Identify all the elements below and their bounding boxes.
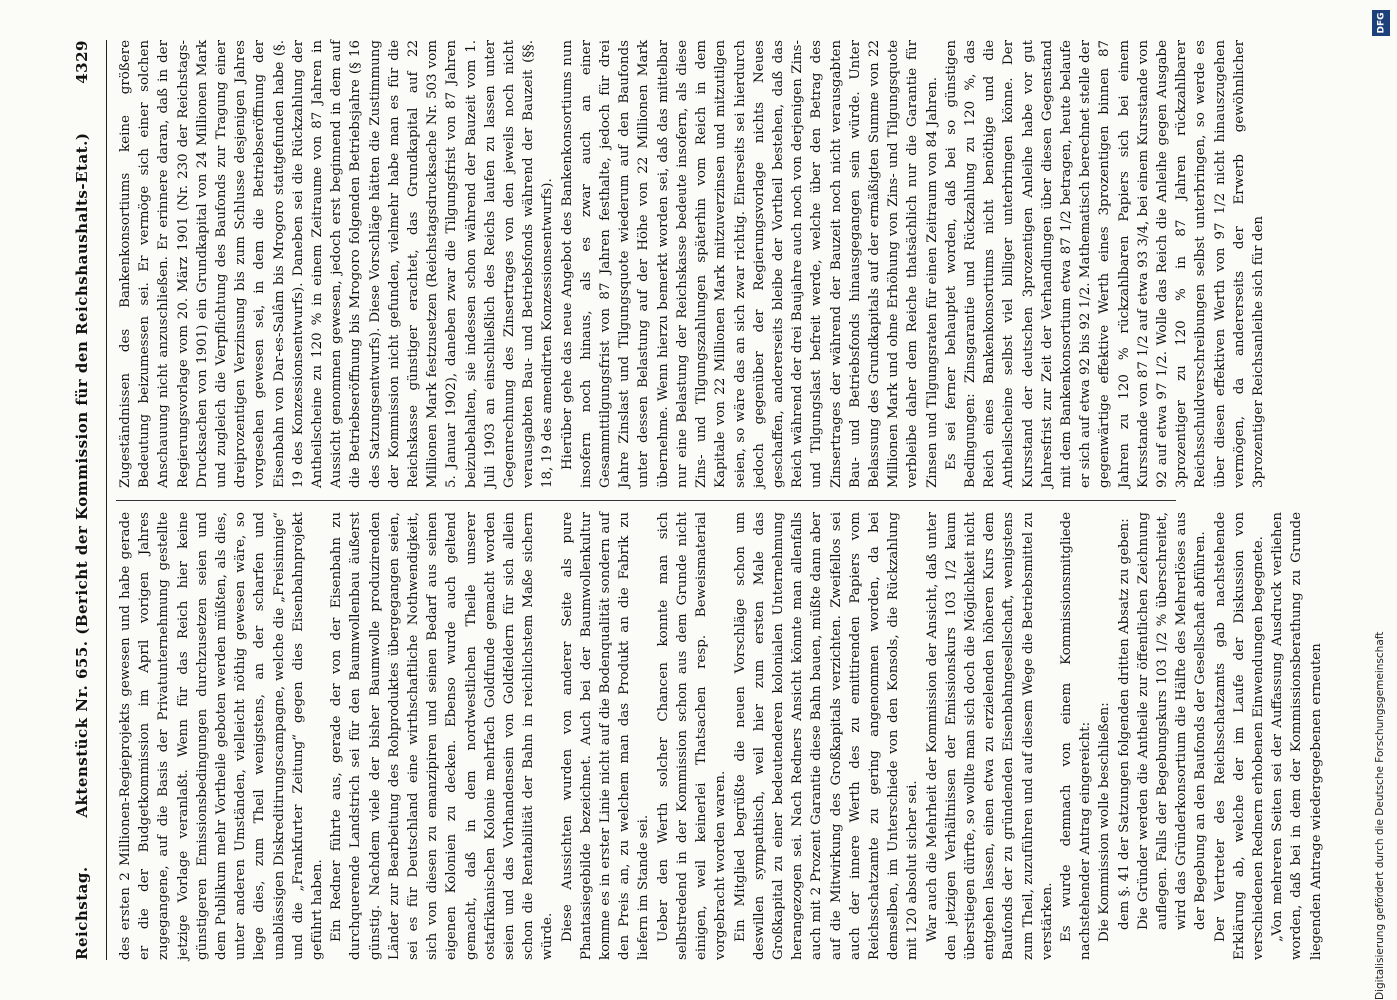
- header-left: Reichstag.: [73, 866, 91, 960]
- dfg-logo-icon: DFG: [1372, 10, 1390, 36]
- paragraph: Es sei ferner behauptet worden, daß bei so günstigen Bedingungen: Zinsgarantie und Rückzahlung zu 120 %, das Reich eines Bankenkonsortiums nicht benöthige und die Antheilscheine selbst viel billiger unterbringen könne. Der Kursstand der deutschen 3prozentigen Anleihe habe vor gut Jahresfrist zur Zeit der Verhandlungen über diesen Gegenstand mit dem Bankenkonsortium etwa 87 1/2 betragen, heute belaufe er sich auf etwa 92 bis 92 1/2. Mathematisch berechnet stelle der gegenwärtige effektive Werth eines 3prozentigen binnen 87 Jahren zu 120 % rückzahlbaren Papiers sich bei einem Kursstande von 87 1/2 auf etwa 93 3/4, bei einem Kursstande von 92 auf etwa 97 1/2. Wolle das Reich die Anleihe gegen Ausgabe 3prozentiger zu 120 % in 87 Jahren rückzahlbarer Reichsschuldverschreibungen selbst unterbringen, so werde es über diesen effektiven Werth von 97 1/2 nicht hinauszugehen vermögen, da andererseits der Erwerb gewöhnlicher 3prozentiger Reichsanleihe sich für den: [943, 40, 1266, 488]
- paragraph: Ein Redner führte aus, gerade der von der Eisenbahn zu durchquerende Landstrich sei für den Baumwollenbau äußerst günstig. Nachdem viele der bisher Baumwolle produzirenden Länder zur Bearbeitung des Rohproduktes übergegangen seien, sei es für Deutschland eine wirthschaftliche Nothwendigkeit, sich von diesen zu emanzipiren und seinen Bedarf aus seinen eigenen Kolonien zu decken. Ebenso wurde auch geltend gemacht, daß in dem nordwestlichen Theile unserer ostafrikanischen Kolonie mehrfach Goldfunde gemacht worden seien und das Vorhandensein von Goldfeldern für sich allein schon die Rentabilität der Bahn in reichlichstem Maße sichern würde.: [329, 512, 556, 960]
- running-header: [62, 40, 102, 960]
- paragraph: Die Gründer werden die Antheile zur öffentlichen Zeichnung auflegen. Falls der Begebungskurs 103 1/2 % überschreitet, wird das Gründerkonsortium die Hälfte des Mehrerlöses aus der Begebung an den Baufonds der Gesellschaft abführen.: [1135, 512, 1209, 930]
- paragraph: dem §. 41 der Satzungen folgenden dritten Absatz zu geben:: [1116, 518, 1132, 930]
- paragraph: Ueber den Werth solcher Chancen konnte man sich selbstredend in der Kommission schon aus dem Grunde nicht einigen, weil keinerlei Thatsachen resp. Beweismaterial vorgebracht worden waren.: [655, 512, 729, 960]
- paragraph: Der Vertreter des Reichsschatzamts gab nachstehende Erklärung ab, welche der im Laufe der Diskussion von verschiedenen Rednern erhobenen Einwendungen begegnete.: [1212, 512, 1266, 960]
- paragraph: des ersten 2 Millionen-Regieprojekts gewesen und habe gerade er die der Budgetkommission im April vorigen Jahres zugegangene, auf die Basis der Privatunternehmung gestellte jetzige Vorlage veranlaßt. Wenn für das Reich hier keine günstigeren Emissionsbedingungen durchzusetzen seien und dem Publikum mehr Vortheile geboten werden müßten, als dies, unter anderen Umständen, vielleicht nöthig gewesen wäre, so liege dies, zum Theil wenigstens, an der scharfen und unablässigen Diskreditirungscampagne, welche die „Freisinnige“ und die „Frankfurter Zeitung“ gegen dies Eisenbahnprojekt geführt haben.: [118, 512, 326, 960]
- rotated-page-content: [62, 40, 1322, 960]
- left-column: [116, 512, 1324, 960]
- page-number: 4329: [73, 40, 91, 84]
- paragraph: Die Kommission wolle beschließen:: [1097, 702, 1113, 942]
- paragraph: Ein Mitglied begrüßte die neuen Vorschläge schon um deswillen sympathisch, weil hier zum ersten Male das Großkapital zu einer bedeutenderen kolonialen Unternehmung herangezogen sei. Nach Redners Ansicht könnte man allenfalls auch mit 2 Prozent Garantie diese Bahn bauen, müßte dann aber auf die Mitwirkung des Großkapitals verzichten. Zweifellos sei auch der innere Werth des zu emittirenden Papiers vom Reichsschatzamte zu gering angenommen worden, da bei demselben, im Unterschiede von den Konsols, die Rückzahlung mit 120 absolut sicher sei.: [732, 512, 921, 960]
- header-rule: [106, 40, 107, 960]
- paragraph: War auch die Mehrheit der Kommission der Ansicht, daß unter den jetzigen Verhältnissen der Emissionskurs 103 1/2 kaum überstiegen dürfte, so wollte man sich doch die Möglichkeit nicht entgehen lassen, einen etwa zu erzielenden höheren Kurs dem Baufonds der zu gründenden Eisenbahngesellschaft, wenigstens zum Theil, zuzuführen und auf diesem Wege die Betriebsmittel zu verstärken.: [924, 512, 1055, 960]
- paragraph: Es wurde demnach von einem Kommissionsmitgliede nachstehender Antrag eingereicht:: [1058, 512, 1094, 960]
- header-title: Aktenstück Nr. 655. (Bericht der Kommission für den Reichshaushalts-Etat.): [73, 132, 91, 818]
- column-divider: [116, 500, 1176, 501]
- paragraph: Hierüber gehe das neue Angebot des Bankenkonsortiums nun insofern noch hinaus, als es zwar auch an einer Gesammttilgungsfrist von 87 Jahren festhalte, jedoch für drei Jahre Zinslast und Tilgungsquote wiederum auf den Baufonds unter dessen Belastung auf der Höhe von 22 Millionen Mark übernehme. Wenn hierzu bemerkt worden sei, daß das mittelbar nur eine Belastung der Reichskasse bedeute insofern, als diese Zins- und Tilgungszahlungen späterhin vom Reich in dem Kapitale von 22 Millionen Mark mitzuverzinsen und mitzutilgen seien, so wäre das an sich zwar richtig. Einerseits sei hierdurch jedoch gegenüber der Regierungsvorlage nichts Neues geschaffen, andererseits bleibe der Vortheil bestehen, daß das Reich während der drei Baujahre auch noch von derjenigen Zins- und Tilgungslast befreit werde, welche über den Betrag des Zinsertrages der während der Bauzeit noch nicht verausgabten Bau- und Betriebsfonds hinausgegangen sein würde. Unter Belassung des Grundkapitals auf der ermäßigten Summe von 22 Millionen Mark und ohne Erhöhung von Zins- und Tilgungsquote verbleibe daher dem Reiche thatsächlich nur die Garantie für Zinsen und Tilgungsraten für einen Zeitraum von 84 Jahren.: [559, 40, 940, 488]
- credit-text: Digitalisierung gefördert durch die Deutsche Forschungsgemeinschaft: [1374, 631, 1386, 1000]
- paragraph: „Von mehreren Seiten sei der Auffassung Ausdruck verliehen worden, daß bei in dem der Kommissionsberathung zu Grunde liegenden Antrage wiedergegebenen erneuten: [1270, 512, 1324, 960]
- right-column: [116, 40, 1296, 488]
- paragraph: Zugeständnissen des Bankenkonsortiums keine größere Bedeutung beizumessen sei. Er vermöge sich einer solchen Anschauung nicht anzuschließen. Er erinnere daran, daß in der Regierungsvorlage vom 20. März 1901 (Nr. 230 der Reichstags-Drucksachen von 1901) ein Grundkapital von 24 Millionen Mark und zugleich die Verpflichtung des Baufonds zur Tragung einer dreiprozentigen Verzinsung bis zum Schlusse desjenigen Jahres vorgesehen gewesen sei, in dem die Betriebseröffnung der Eisenbahn von Dar-es-Salâm bis Mrogoro stattgefunden habe (§. 19 des Konzessionsentwurfs). Daneben sei die Rückzahlung der Antheilscheine zu 120 % in einem Zeitraume von 87 Jahren in Aussicht genommen gewesen, jedoch erst beginnend in dem auf die Betriebseröffnung bis Mrogoro folgenden Betriebsjahre (§ 16 des Satzungsentwurfs). Diese Vorschläge hätten die Zustimmung der Kommission nicht gefunden, vielmehr habe man es für die Reichskasse günstiger erachtet, das Grundkapital auf 22 Millionen Mark festzusetzen (Reichstagsdrucksache Nr. 503 vom 5. Januar 1902), daneben zwar die Tilgungsfrist von 87 Jahren beizubehalten, sie indessen schon während der Bauzeit vom 1. Juli 1903 an einschließlich des Reichs laufen zu lassen unter Gegenrechnung des Zinsertrages von den jeweils noch nicht verausgabten Bau- und Betriebsfonds während der Bauzeit (§§. 18, 19 des amendirten Konzessionsentwurfs).: [118, 40, 556, 488]
- digitization-credit: [1352, 8, 1396, 1000]
- paragraph: Diese Aussichten wurden von anderer Seite als pure Phantasiegebilde bezeichnet. Auch bei der Baumwollenkultur komme es in erster Linie nicht auf die Bodenqualität sondern auf den Preis an, zu welchem man das Produkt an die Fabrik zu liefern im Stande sei.: [559, 512, 652, 960]
